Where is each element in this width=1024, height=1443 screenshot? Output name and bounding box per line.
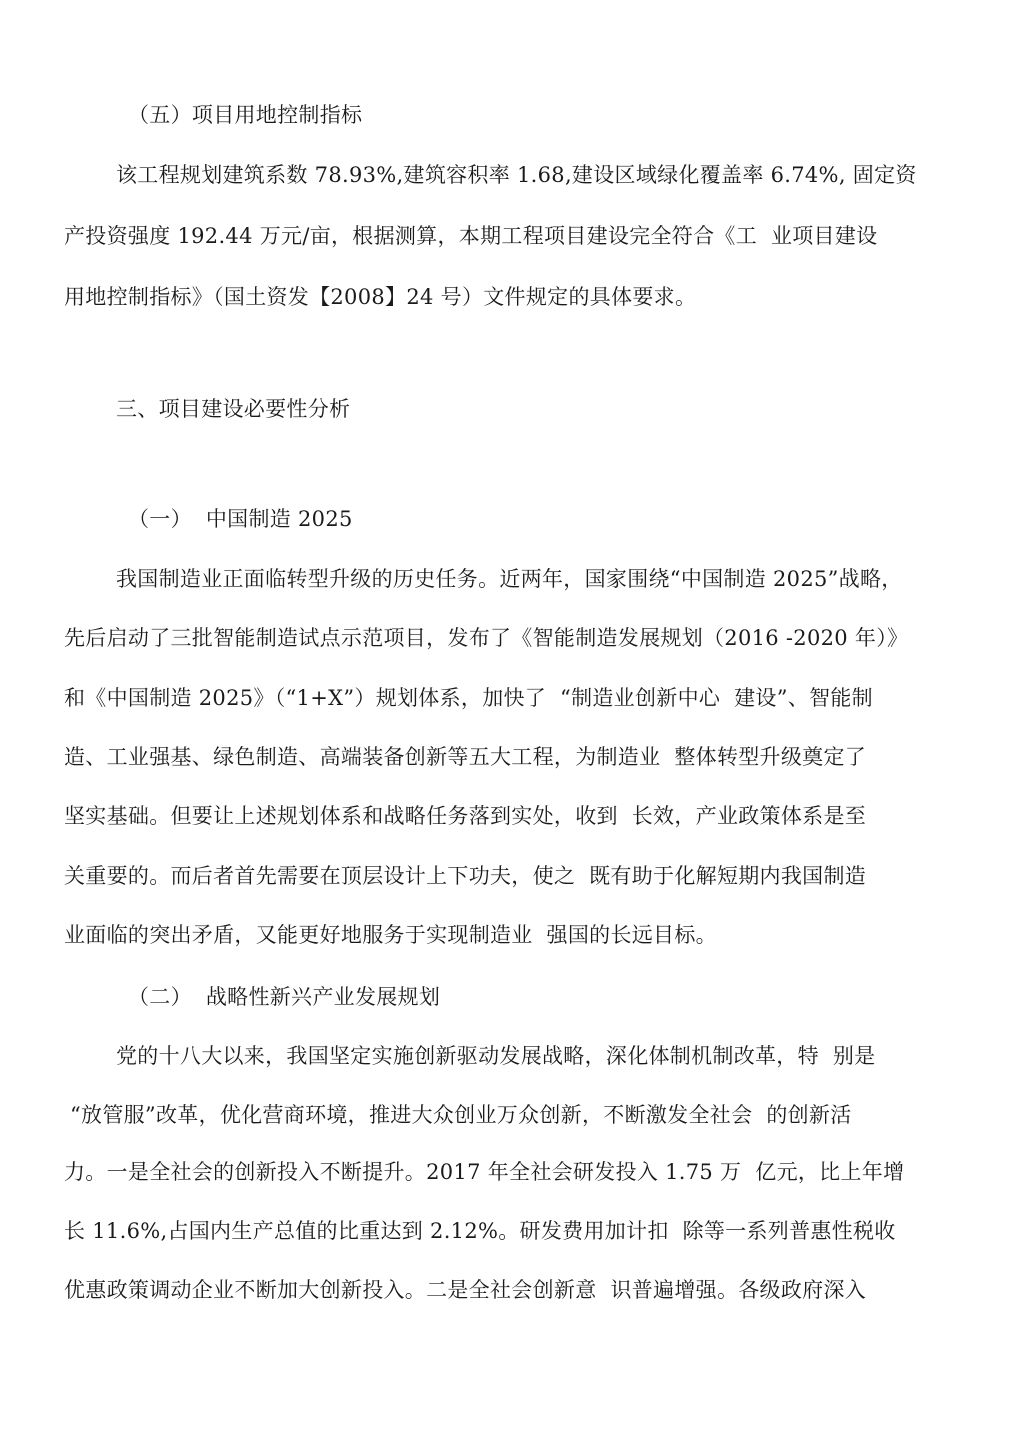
paragraph-line: 我国制造业正面临转型升级的历史任务。近两年，国家围绕“中国制造 2025”战略， <box>116 567 903 591</box>
paragraph-line: 长 11.6%,占国内生产总值的比重达到 2.12%。研发费用加计扣 除等一系列普惠性税收 <box>64 1219 896 1243</box>
paragraph-line: 优惠政策调动企业不断加大创新投入。二是全社会创新意 识普遍增强。各级政府深入 <box>64 1278 867 1302</box>
paragraph-line: 和《中国制造 2025》（“1+X”）规划体系，加快了 “制造业创新中心 建设”、智能制 <box>64 686 873 710</box>
paragraph-line: 产投资强度 192.44 万元/亩，根据测算，本期工程项目建设完全符合《工 业项目建设 <box>64 224 878 248</box>
paragraph-line: 用地控制指标》（国土资发【2008】24 号）文件规定的具体要求。 <box>64 285 697 309</box>
paragraph-line: “放管服”改革，优化营商环境，推进大众创业万众创新，不断激发全社会 的创新活 <box>70 1103 852 1127</box>
paragraph-line: 党的十八大以来，我国坚定实施创新驱动发展战略，深化体制机制改革，特 别是 <box>116 1044 876 1068</box>
section-heading-land-control: （五）项目用地控制指标 <box>128 103 363 127</box>
paragraph-line: 先后启动了三批智能制造试点示范项目，发布了《智能制造发展规划（2016 -2020 年）》 <box>64 626 909 650</box>
paragraph-line: 坚实基础。但要让上述规划体系和战略任务落到实处，收到 长效，产业政策体系是至 <box>64 804 867 828</box>
paragraph-line: 该工程规划建筑系数 78.93%,建筑容积率 1.68,建设区域绿化覆盖率 6.74%, 固定资 <box>116 163 917 187</box>
paragraph-line: 业面临的突出矛盾，又能更好地服务于实现制造业 强国的长远目标。 <box>64 923 717 947</box>
paragraph-line: 关重要的。而后者首先需要在顶层设计上下功夫，使之 既有助于化解短期内我国制造 <box>64 864 867 888</box>
chapter-heading-necessity: 三、项目建设必要性分析 <box>116 397 351 421</box>
subsection-heading-made-in-china: （一） 中国制造 2025 <box>128 507 353 531</box>
subsection-heading-emerging-industries: （二） 战略性新兴产业发展规划 <box>128 985 441 1009</box>
paragraph-line: 力。一是全社会的创新投入不断提升。2017 年全社会研发投入 1.75 万 亿元，比上年增 <box>64 1160 905 1184</box>
paragraph-line: 造、工业强基、绿色制造、高端装备创新等五大工程，为制造业 整体转型升级奠定了 <box>64 745 867 769</box>
